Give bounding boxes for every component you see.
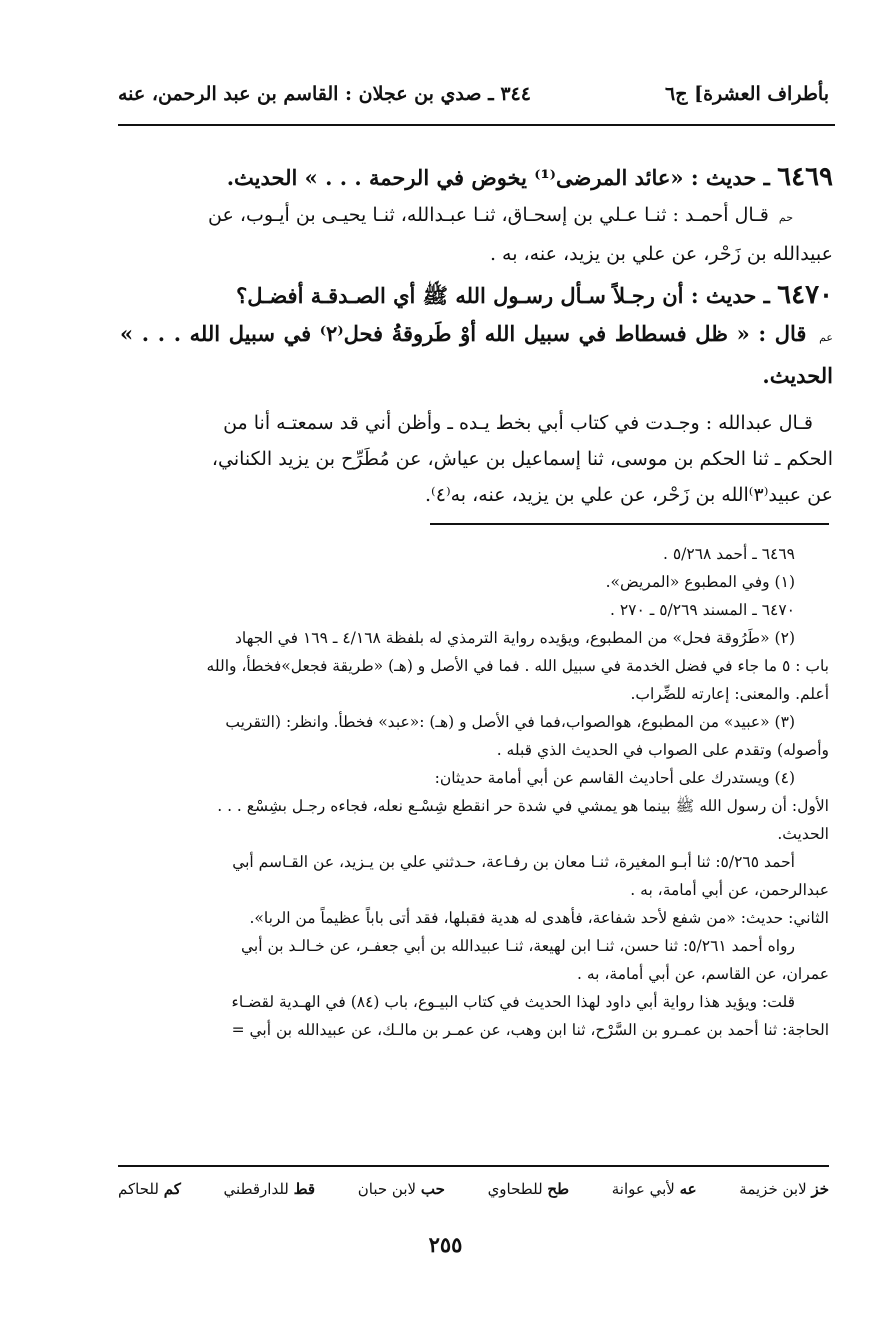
isnad-line: قـال عبدالله : وجـدت في كتاب أبي بخط يـده ـ وأظن أني قد سمعتـه أنا من	[223, 412, 813, 434]
source-symbol: حم	[778, 211, 793, 224]
hadith-heading	[120, 158, 833, 197]
footnote: (٢) «طَرُوقة فحل» من المطبوع، ويؤيده رواية الترمذي له بلفظة ٤/١٦٨ ـ ١٦٩ في الجهاد	[234, 629, 795, 647]
footnote: (١) وفي المطبوع «المريض».	[605, 573, 795, 591]
footnote: الثاني: حديث: «من شفع لأحد شفاعة، فأهدى له هدية فقبلها، فقد أتى باباً عظيماً من الربا».	[249, 909, 829, 927]
isnad-line: الحكم ـ ثنا الحكم بن موسى، ثنا إسماعيل بن عياش، عن مُطَرِّح بن يزيد الكناني،	[211, 448, 833, 470]
hadith-6470	[120, 276, 833, 513]
abbreviation-item: عه لأبي عوانة	[611, 1180, 697, 1198]
abbreviation-rule	[118, 1165, 829, 1167]
abbreviation-item: طح للطحاوي	[487, 1180, 570, 1198]
hadith-title-2: قال : « ظل فسطاط في سبيل الله أوْ طَروقةُ فحل⁽٢⁾ في سبيل الله . . . » الحديث.	[120, 321, 833, 388]
source-symbol: عم	[819, 331, 833, 344]
footnotes	[118, 540, 829, 1044]
hadith-title: ـ حديث : أن رجـلاً سـأل رسـول الله ﷺ أي الصـدقـة أفضـل؟	[236, 283, 770, 308]
page-number: ٢٥٥	[428, 1232, 463, 1257]
footnote: (٣) «عبيد» من المطبوع، هوالصواب،فما في الأصل و (هـ) :«عبد» فخطأ. وانظر: (التقريب	[225, 713, 795, 731]
hadith-number: ٦٤٦٩	[777, 162, 833, 192]
isnad-text: قـال أحمـد : ثنـا عـلي بن إسحـاق، ثنـا عبـدالله، ثنـا يحيـى بن أيـوب، عن	[208, 204, 769, 226]
footnote: عبدالرحمن، عن أبي أمامة، به .	[630, 881, 829, 899]
footnote-rule	[430, 523, 829, 525]
footnote: عمران، عن القاسم، عن أبي أمامة، به .	[577, 965, 829, 983]
abbreviation-key	[118, 1180, 829, 1198]
footnote: الحديث.	[777, 825, 829, 843]
footnote-ref: ٦٤٦٩ ـ أحمد ٥/٢٦٨ .	[662, 545, 795, 563]
header-book-title: بأطراف العشرة] ج٦	[665, 83, 829, 105]
footnote: أعلم. والمعنى: إعارته للضِّراب.	[630, 685, 829, 703]
hadith-number: ٦٤٧٠	[777, 280, 833, 310]
main-text	[120, 158, 833, 513]
footnote: الأول: أن رسول الله ﷺ بينما هو يمشي في شدة حر انقطع شِسْـع نعله، فجاءه رجـل بشِسْع . . .	[217, 797, 829, 815]
footnote: (٤) ويستدرك على أحاديث القاسم عن أبي أمامة حديثان:	[434, 769, 795, 787]
footnote: رواه أحمد ٥/٢٦١: ثنا حسن، ثنـا ابن لهيعة، ثنـا عبيدالله بن أبي جعفـر، عن خـالـد بن أبي	[241, 937, 795, 955]
abbreviation-item: كم للحاكم	[118, 1180, 181, 1198]
footnote: وأصوله) وتقدم على الصواب في الحديث الذي قبله .	[496, 741, 829, 759]
footnote-ref: ٦٤٧٠ ـ المسند ٥/٢٦٩ ـ ٢٧٠ .	[609, 601, 795, 619]
header-chapter-title: ٣٤٤ ـ صدي بن عجلان : القاسم بن عبد الرحمن، عنه	[118, 83, 531, 105]
hadith-heading	[120, 276, 833, 315]
isnad-line: عن عبيد⁽٣⁾الله بن زَحْر، عن علي بن يزيد، عنه، به⁽٤⁾.	[425, 484, 833, 506]
running-header	[118, 74, 829, 114]
footnote: الحاجة: ثنا أحمد بن عمـرو بن السَّرْح، ثنا ابن وهب، عن عمـر بن مالـك، عن عبيدالله بن أبي =	[231, 1021, 829, 1039]
isnad-line: عبيدالله بن زَحْر، عن علي بن يزيد، عنه، به .	[489, 243, 833, 265]
footnote: أحمد ٥/٢٦٥: ثنا أبـو المغيرة، ثنـا معان بن رفـاعة، حـدثني علي بن يـزيد، عن القـاسم أبي	[232, 853, 795, 871]
footnote: قلت: ويؤيد هذا رواية أبي داود لهذا الحديث في كتاب البيـوع، باب (٨٤) في الهـدية لقضـاء	[231, 993, 795, 1011]
abbreviation-item: خز لابن خزيمة	[739, 1180, 829, 1198]
hadith-6469	[120, 158, 833, 272]
hadith-title: ـ حديث : «عائد المرضى⁽¹⁾ يخوض في الرحمة . . . » الحديث.	[226, 165, 770, 190]
footnote: باب : ٥ ما جاء في فضل الخدمة في سبيل الله . فما في الأصل و (هـ) «طريقة فجعل»فخطأ، والله	[206, 657, 829, 675]
isnad-line	[120, 197, 833, 236]
hadith-heading-continued	[120, 315, 833, 395]
abbreviation-item: حب لابن حبان	[357, 1180, 445, 1198]
header-rule	[118, 124, 835, 126]
abbreviation-item: قط للدارقطني	[223, 1180, 316, 1198]
